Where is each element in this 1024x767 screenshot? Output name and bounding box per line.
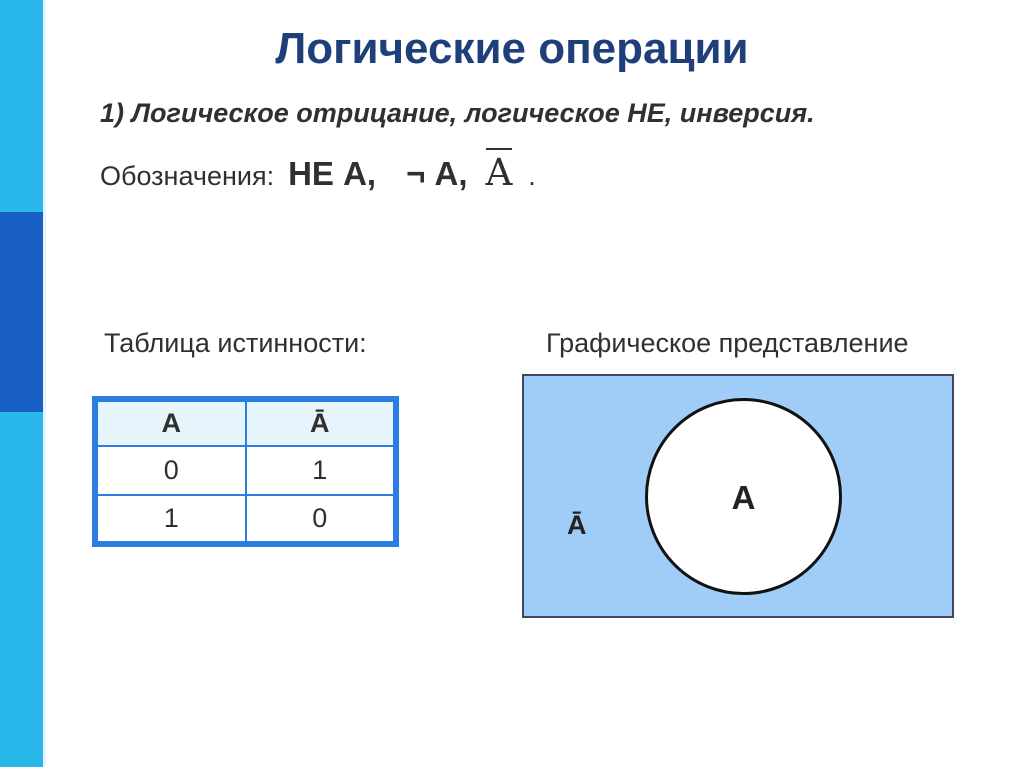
table-cell: 0 xyxy=(246,495,397,544)
notation-not-a: НЕ А, xyxy=(288,155,377,192)
venn-caption: Графическое представление xyxy=(546,328,909,358)
truth-table-caption: Таблица истинности: xyxy=(104,328,367,358)
slide-subtitle: 1) Логическое отрицание, логическое НЕ, инверсия. xyxy=(100,98,815,128)
venn-diagram xyxy=(522,374,954,618)
table-cell: 1 xyxy=(95,495,246,544)
left-accent-strip-middle xyxy=(0,212,43,412)
table-header-row xyxy=(95,399,396,446)
table-header-not-a: Ā xyxy=(246,399,397,446)
table-cell: 1 xyxy=(246,446,397,495)
table-row xyxy=(95,495,396,544)
venn-label-not-a: Ā xyxy=(567,510,587,540)
truth-table xyxy=(92,396,399,547)
accent-divider xyxy=(43,0,46,767)
notation-end: . xyxy=(528,161,536,191)
left-accent-strip-bottom xyxy=(0,412,43,767)
table-row xyxy=(95,446,396,495)
table-cell: 0 xyxy=(95,446,246,495)
notation-line xyxy=(100,148,536,208)
slide-title: Логические операции xyxy=(275,24,749,73)
venn-label-a: А xyxy=(731,479,756,516)
notation-label: Обозначения: xyxy=(100,161,275,191)
table-header-a: А xyxy=(95,399,246,446)
venn-circle-a xyxy=(645,398,842,595)
notation-a-overline: A xyxy=(486,148,513,191)
notation-neg-a: ¬ А, xyxy=(406,155,468,192)
